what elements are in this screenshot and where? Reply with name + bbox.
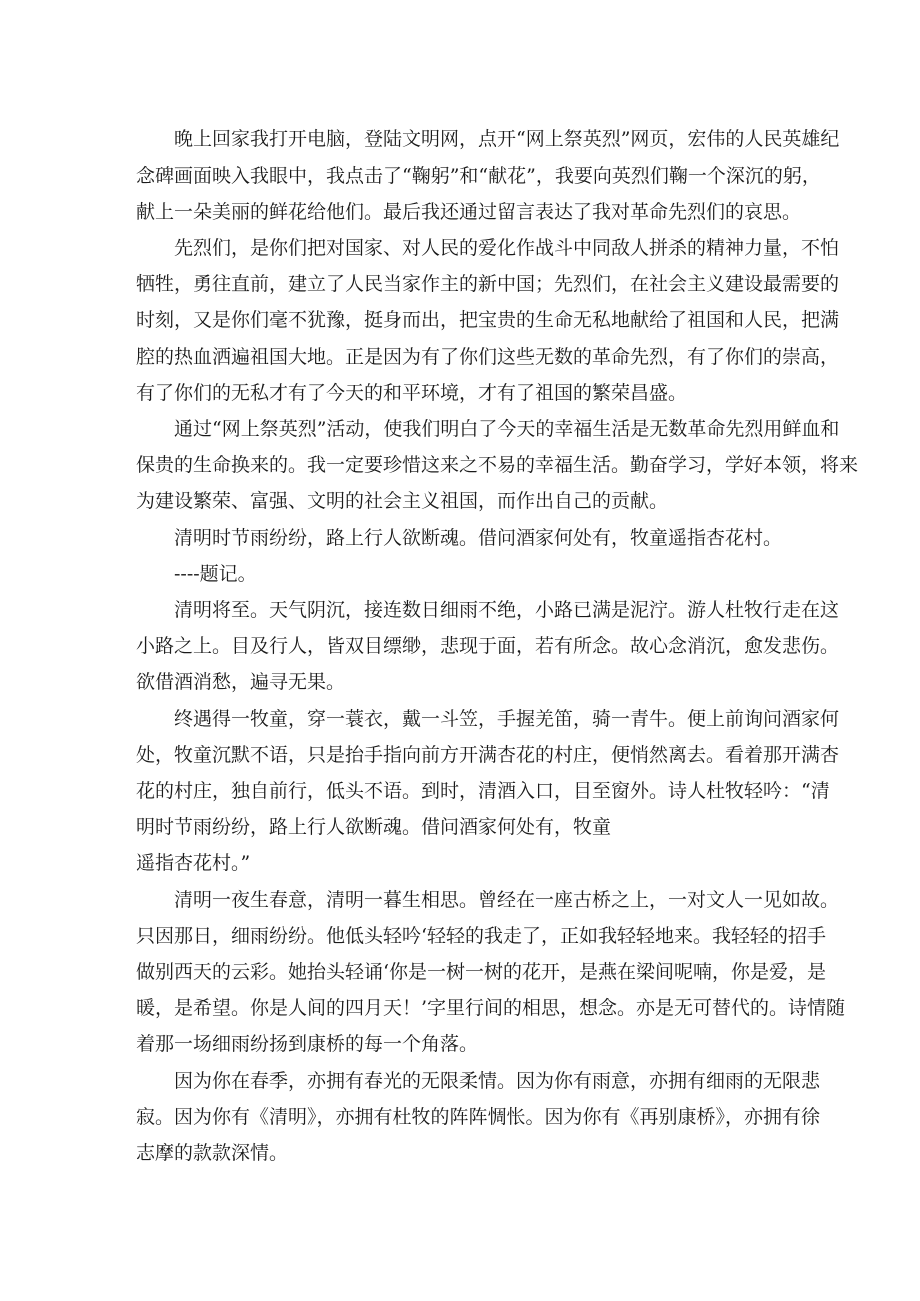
- text-line: 暖，是希望。你是人间的四月天！’字里行间的相思，想念。亦是无可替代的。诗情随: [136, 997, 846, 1019]
- text-line: 只因那日，细雨纷纷。他低头轻吟‘轻轻的我走了，正如我轻轻地来。我轻轻的招手: [136, 925, 827, 947]
- text-line: 着那一场细雨纷扬到康桥的每一个角落。: [136, 1033, 479, 1055]
- text-line: 因为你在春季，亦拥有春光的无限柔情。因为你有雨意，亦拥有细雨的无限悲: [174, 1070, 821, 1092]
- text-line: 时刻，又是你们毫不犹豫，挺身而出，把宝贵的生命无私地献给了祖国和人民，把满: [136, 309, 840, 331]
- text-line: 保贵的生命换来的。我一定要珍惜这来之不易的幸福生活。勤奋学习，学好本领，将来: [136, 454, 859, 476]
- text-line: 明时节雨纷纷，路上行人欲断魂。借问酒家何处有，牧童: [136, 816, 612, 838]
- text-line: 寂。因为你有《清明》，亦拥有杜牧的阵阵惆怅。因为你有《再别康桥》，亦拥有徐: [136, 1106, 821, 1128]
- text-line: 腔的热血洒遍祖国大地。正是因为有了你们这些无数的革命先烈，有了你们的崇高，: [136, 346, 840, 368]
- text-line: 清明一夜生春意，清明一暮生相思。曾经在一座古桥之上，一对文人一见如故。: [174, 889, 840, 911]
- text-line: 做别西天的云彩。她抬头轻诵‘你是一树一树的花开，是燕在梁间呢喃，你是爱，是: [136, 961, 827, 983]
- text-line: 晚上回家我打开电脑，登陆文明网，点开“网上祭英烈”网页，宏伟的人民英雄纪: [174, 128, 840, 150]
- text-line: 为建设繁荣、富强、文明的社会主义祖国，而作出自己的贡献。: [136, 490, 669, 512]
- text-line: 志摩的款款深情。: [136, 1142, 289, 1164]
- text-line: 通过“网上祭英烈”活动，使我们明白了今天的幸福生活是无数革命先烈用鲜血和: [174, 418, 840, 440]
- text-line: 有了你们的无私才有了今天的和平环境，才有了祖国的繁荣昌盛。: [136, 382, 688, 404]
- text-line: 花的村庄，独自前行，低头不语。到时，清酒入口，目至窗外。诗人杜牧轻吟：“清: [136, 780, 830, 802]
- text-line: 清明将至。天气阴沉，接连数日细雨不绝，小路已满是泥泞。游人杜牧行走在这: [174, 599, 840, 621]
- text-line: 清明时节雨纷纷，路上行人欲断魂。借问酒家何处有，牧童遥指杏花村。: [174, 527, 783, 549]
- text-line: 小路之上。目及行人，皆双目缥缈，悲现于面，若有所念。故心念消沉，愈发悲伤。: [136, 635, 840, 657]
- text-line: 处，牧童沉默不语，只是抬手指向前方开满杏花的村庄，便悄然离去。看着那开满杏: [136, 744, 840, 766]
- text-line: ----题记。: [174, 563, 257, 585]
- text-line: 牺牲，勇往直前，建立了人民当家作主的新中国；先烈们，在社会主义建设最需要的: [136, 273, 840, 295]
- text-line: 献上一朵美丽的鲜花给他们。最后我还通过留言表达了我对革命先烈们的哀思。: [136, 201, 802, 223]
- text-line: 先烈们，是你们把对国家、对人民的爱化作战斗中同敌人拼杀的精神力量，不怕: [174, 237, 840, 259]
- text-line: 念碑画面映入我眼中，我点击了“鞠躬”和“献花”，我要向英烈们鞠一个深沉的躬，: [136, 165, 821, 187]
- text-line: 遥指杏花村。”: [136, 852, 251, 874]
- text-line: 欲借酒消愁，遍寻无果。: [136, 671, 346, 693]
- text-line: 终遇得一牧童，穿一蓑衣，戴一斗笠，手握羌笛，骑一青牛。便上前询问酒家何: [174, 708, 840, 730]
